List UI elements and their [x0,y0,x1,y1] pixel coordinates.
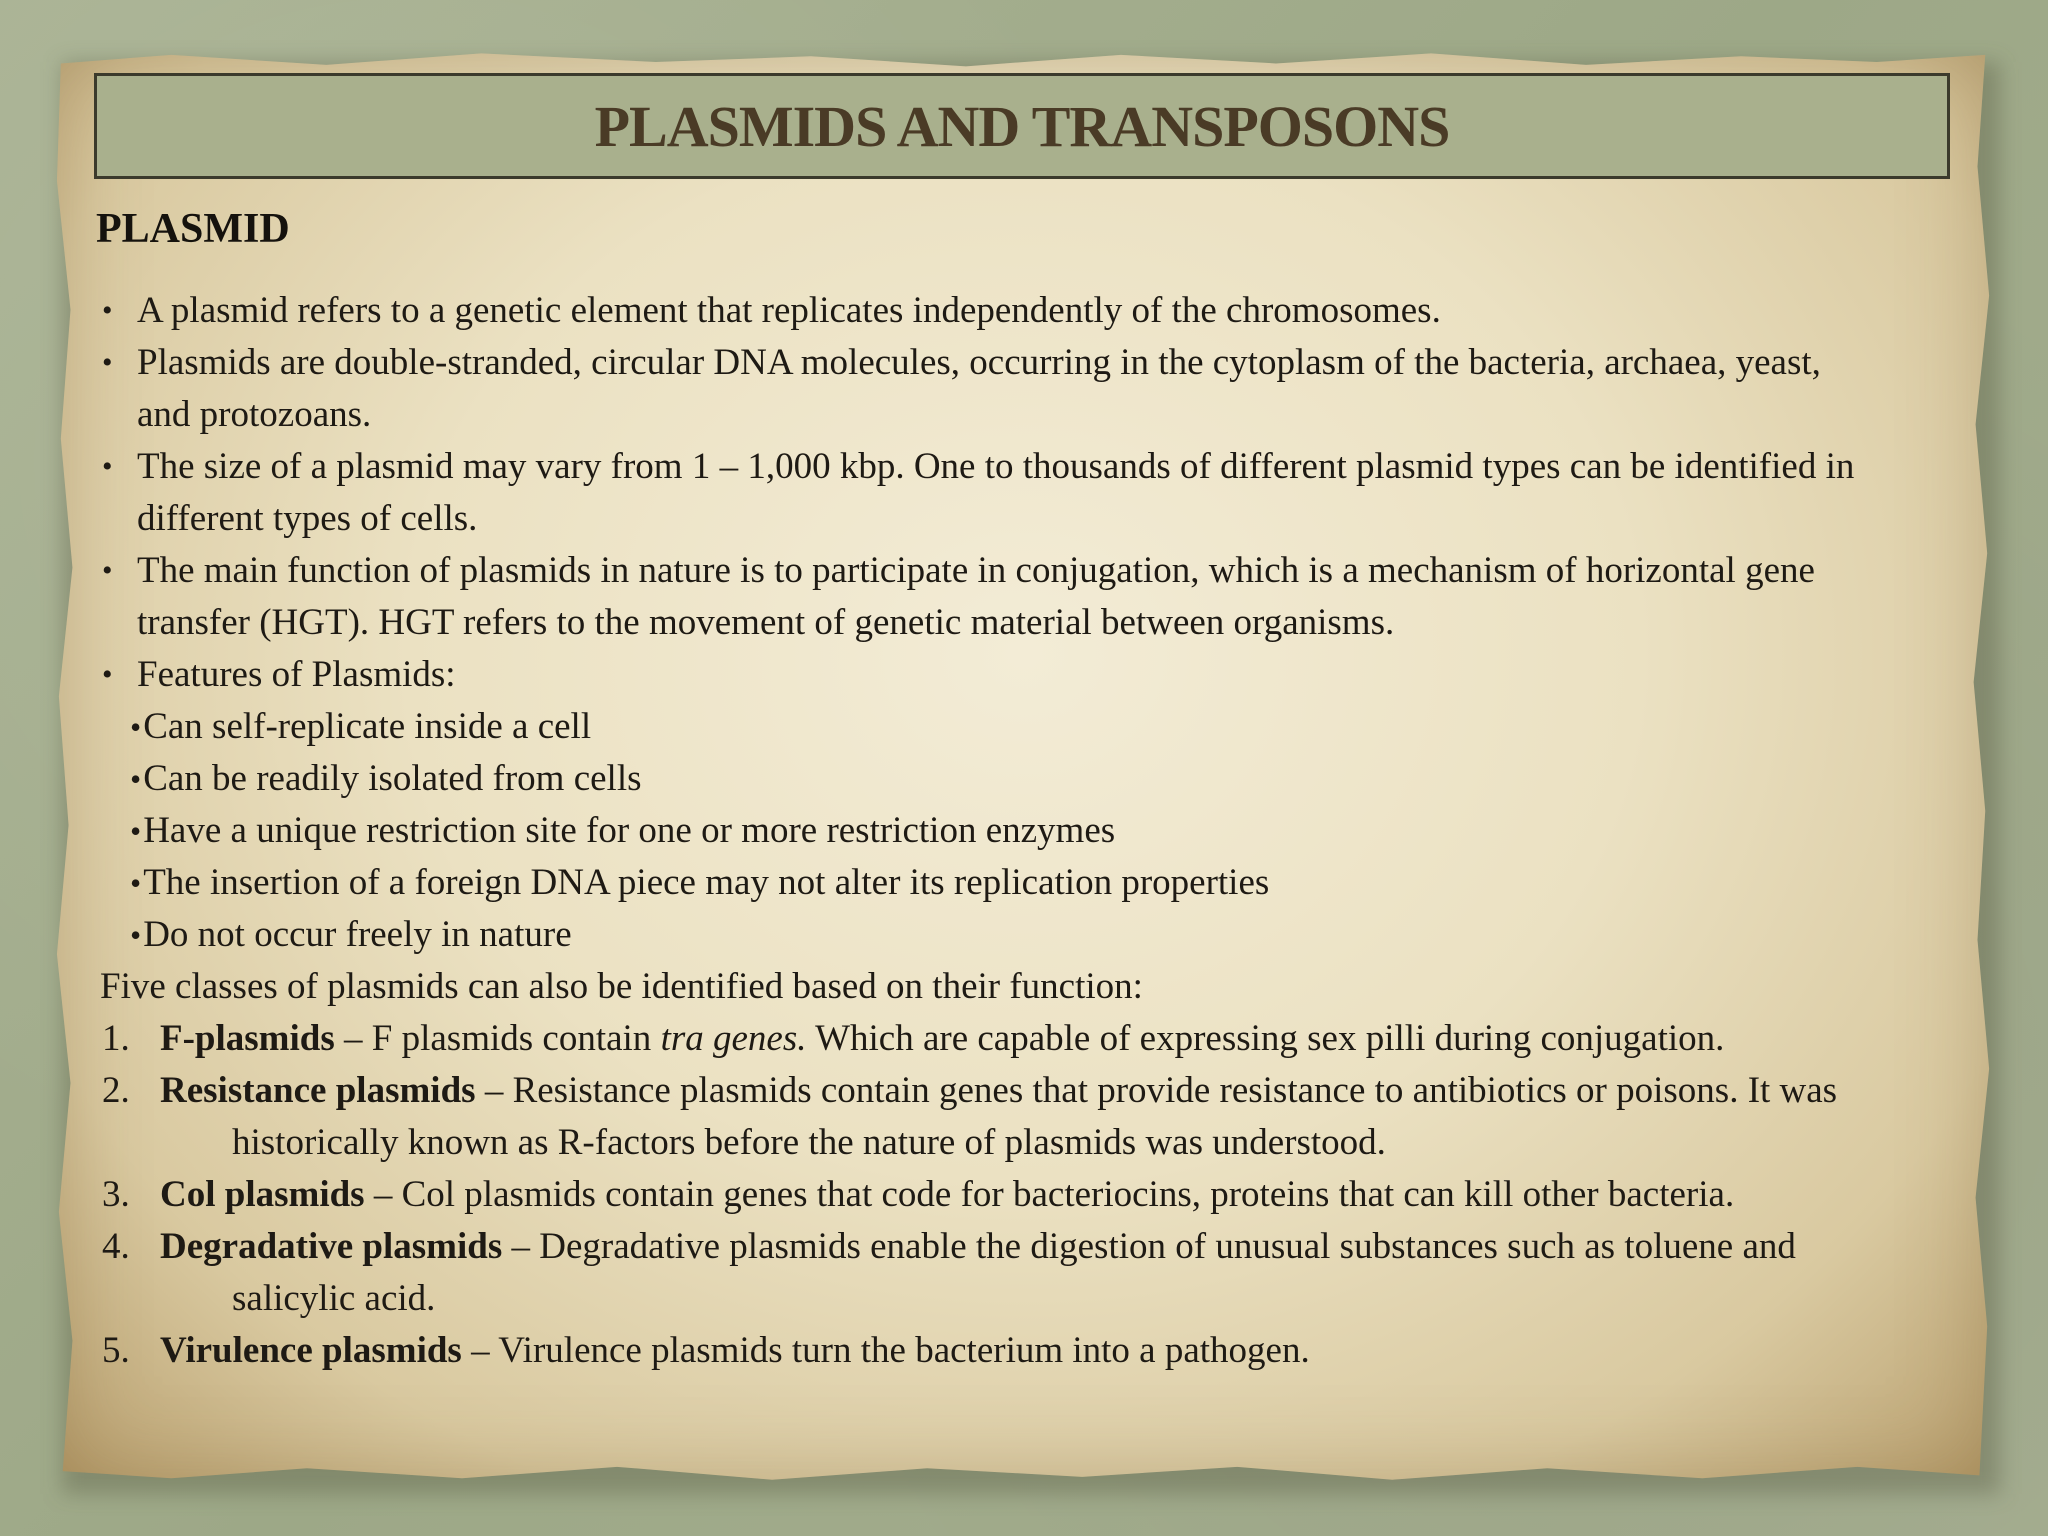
class-text: Virulence plasmids turn the bacterium into a pathogen. [498,1330,1310,1371]
feature-text: The insertion of a foreign DNA piece may not alter its replication properties [143,862,1270,903]
bullet-item [100,337,1940,441]
section-heading: PLASMID [96,206,290,252]
class-separator: – [502,1226,540,1267]
class-separator: – [461,1330,499,1371]
page-title: PLASMIDS AND TRANSPOSONS [594,93,1450,159]
bullet-icon: • [102,346,113,379]
item-number: 5. [102,1330,130,1371]
bullet-icon: • [102,554,113,587]
plasmid-class-item [100,1169,1940,1221]
bullet-text-continued: and protozoans. [137,394,372,435]
feature-item [100,805,1940,857]
class-term: Degradative plasmids [160,1226,503,1267]
title-banner [94,73,1950,179]
item-number: 4. [102,1226,130,1267]
class-text: F plasmids contain [371,1018,661,1059]
feature-item [100,753,1940,805]
plasmid-class-item [100,1065,1940,1169]
class-term: Col plasmids [160,1174,365,1215]
class-term: Resistance plasmids [160,1070,476,1111]
bullet-item [100,285,1940,337]
item-number: 3. [102,1174,130,1215]
class-italic-text: tra genes. [660,1018,807,1059]
feature-text: Do not occur freely in nature [143,914,572,955]
class-term: F-plasmids [160,1018,335,1059]
bullet-text: A plasmid refers to a genetic element that replicates independently of the chromosomes. [137,290,1441,331]
feature-text: Can self-replicate inside a cell [143,706,592,747]
class-text: Degradative plasmids enable the digestion of unusual substances such as toluene and [539,1226,1796,1267]
class-term: Virulence plasmids [160,1330,462,1371]
class-text-after: Which are capable of expressing sex pilli during conjugation. [806,1018,1725,1059]
item-number: 2. [102,1070,130,1111]
class-text-continued: historically known as R-factors before the nature of plasmids was understood. [232,1122,1386,1163]
feature-item [100,857,1940,909]
bullet-text: Features of Plasmids: [137,654,456,695]
sub-bullet-icon: • [130,709,142,745]
bullet-icon: • [102,450,113,483]
feature-text: Have a unique restriction site for one or more restriction enzymes [143,810,1116,851]
class-text: Resistance plasmids contain genes that provide resistance to antibiotics or poisons. It was [512,1070,1838,1111]
class-text: Col plasmids contain genes that code for bacteriocins, proteins that can kill other bacteria. [401,1174,1735,1215]
sub-bullet-icon: • [130,761,142,797]
class-separator: – [475,1070,513,1111]
sub-bullet-icon: • [130,917,142,953]
bullet-icon: • [102,658,113,691]
plasmid-class-item [100,1013,1940,1065]
bullet-text: The size of a plasmid may vary from 1 – 1,000 kbp. One to thousands of different plasmid types can be identified in [137,446,1855,487]
plasmid-class-item [100,1325,1940,1377]
plasmid-class-item [100,1221,1940,1325]
bullet-text-continued: different types of cells. [137,498,478,539]
feature-item [100,909,1940,961]
slide-body [100,285,1940,1377]
sub-bullet-icon: • [130,865,142,901]
feature-item [100,701,1940,753]
class-separator: – [364,1174,402,1215]
bullet-text: Plasmids are double-stranded, circular DNA molecules, occurring in the cytoplasm of the bacteria, archaea, yeast, [137,342,1821,383]
bullet-icon: • [102,294,113,327]
bullet-text: The main function of plasmids in nature is to participate in conjugation, which is a mechanism of horizontal gene [137,550,1815,591]
classes-intro: Five classes of plasmids can also be identified based on their function: [100,966,1143,1007]
bullet-item [100,649,1940,701]
bullet-item [100,441,1940,545]
bullet-text-continued: transfer (HGT). HGT refers to the movement of genetic material between organisms. [137,602,1395,643]
class-separator: – [334,1018,372,1059]
item-number: 1. [102,1018,130,1059]
class-text-continued: salicylic acid. [232,1278,436,1319]
bullet-item [100,545,1940,649]
sub-bullet-icon: • [130,813,142,849]
feature-text: Can be readily isolated from cells [143,758,642,799]
